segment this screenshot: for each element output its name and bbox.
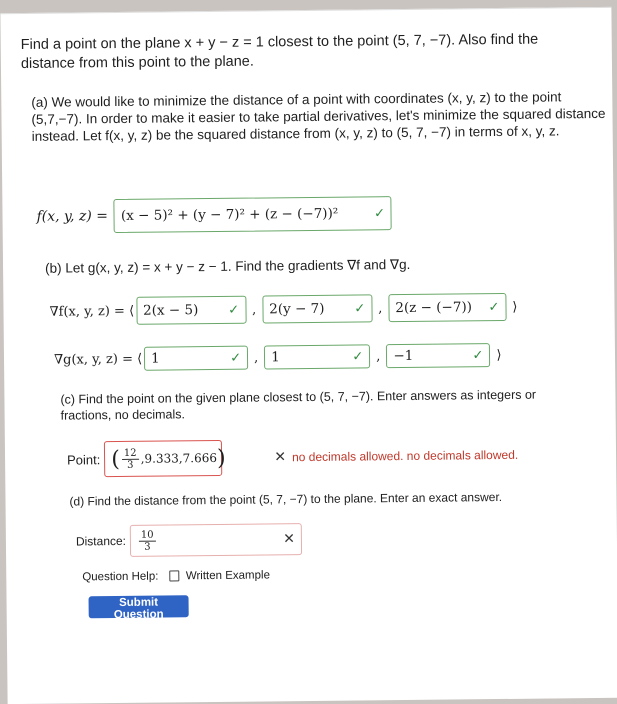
check-icon: ✓ bbox=[228, 302, 240, 318]
part-d-text: (d) Find the distance from the point (5, 7, −7) to the plane. Enter an exact answer. bbox=[69, 489, 503, 509]
f-label: f(x, y, z) = bbox=[36, 208, 109, 225]
cross-icon: ✕ bbox=[283, 531, 296, 548]
distance-fraction: $\frac{10}{3}$ bbox=[139, 529, 156, 552]
part-c-text: (c) Find the point on the given plane closest to (5, 7, −7). Enter answers as integers or fractions, no decimals. bbox=[60, 387, 537, 423]
point-fraction: $\frac{12}{3}$ bbox=[122, 447, 139, 470]
f-row bbox=[36, 196, 392, 234]
check-icon: ✓ bbox=[354, 300, 366, 317]
grad-f-y-input[interactable]: 2(y − 7) ✓ bbox=[262, 294, 372, 323]
submit-question-button[interactable]: Submit Question bbox=[89, 595, 189, 618]
check-icon: ✓ bbox=[488, 299, 500, 315]
written-example-link[interactable]: Written Example bbox=[185, 569, 271, 583]
grad-g-x-input[interactable]: 1 ✓ bbox=[144, 346, 248, 371]
grad-g-label: ∇g(x, y, z) = ⟨ bbox=[53, 351, 143, 368]
question-text: Find a point on the plane x + y − z = 1 closest to the point (5, 7, −7). Also find the distance from this point to the plane. bbox=[20, 31, 539, 73]
part-b-text: (b) Let g(x, y, z) = x + y − z − 1. Find the gradients ∇f and ∇g. bbox=[44, 256, 411, 276]
question-page bbox=[0, 7, 617, 704]
grad-g-z-input[interactable]: −1 ✓ bbox=[386, 343, 490, 368]
grad-g-y-input[interactable]: 1 ✓ bbox=[264, 344, 370, 369]
help-label: Question Help: bbox=[82, 570, 159, 584]
f-answer-value: (x − 5)² + (y − 7)² + (z − (−7))² bbox=[120, 205, 339, 224]
check-icon: ✓ bbox=[472, 347, 484, 363]
distance-input[interactable] bbox=[130, 523, 302, 557]
distance-row bbox=[76, 523, 302, 557]
check-icon: ✓ bbox=[352, 348, 364, 365]
grad-g-row: ∇g(x, y, z) = ⟨ 1 ✓ , 1 ✓ , −1 ✓ ⟩ bbox=[54, 343, 508, 372]
point-label: Point: bbox=[66, 451, 101, 468]
grad-f-x-input[interactable]: 2(x − 5) ✓ bbox=[136, 296, 246, 325]
part-a-text: (a) We would like to minimize the distance of a point with coordinates (x, y, z) to the point (5,7,−7). In order to make it easier to take partial derivatives, let's minimize the squared distance instead. Let f(x, y, z) be the squared distance from (x, y, z) to (5, 7, −7) in terms of x, y, z. bbox=[31, 89, 606, 144]
grad-f-z-input[interactable]: 2(z − (−7)) ✓ bbox=[388, 293, 506, 322]
point-error: no decimals allowed. no decimals allowed. bbox=[291, 447, 519, 465]
point-row bbox=[67, 437, 518, 478]
cross-icon: ✕ bbox=[274, 449, 287, 466]
f-answer-input[interactable] bbox=[114, 196, 392, 233]
grad-f-label: ∇f(x, y, z) = ⟨ bbox=[49, 303, 135, 320]
question-help bbox=[82, 569, 270, 583]
document-icon bbox=[170, 570, 180, 581]
distance-label: Distance: bbox=[75, 533, 127, 549]
check-icon: ✓ bbox=[230, 350, 242, 366]
check-icon: ✓ bbox=[373, 205, 386, 221]
point-input[interactable]: ( $\frac{12}{3}$ ,9.333,7.666 ) bbox=[104, 440, 222, 477]
grad-f-row: ∇f(x, y, z) = ⟨ 2(x − 5) ✓ , 2(y − 7) ✓ , 2(z − (−7)) ✓ ⟩ bbox=[49, 293, 523, 326]
